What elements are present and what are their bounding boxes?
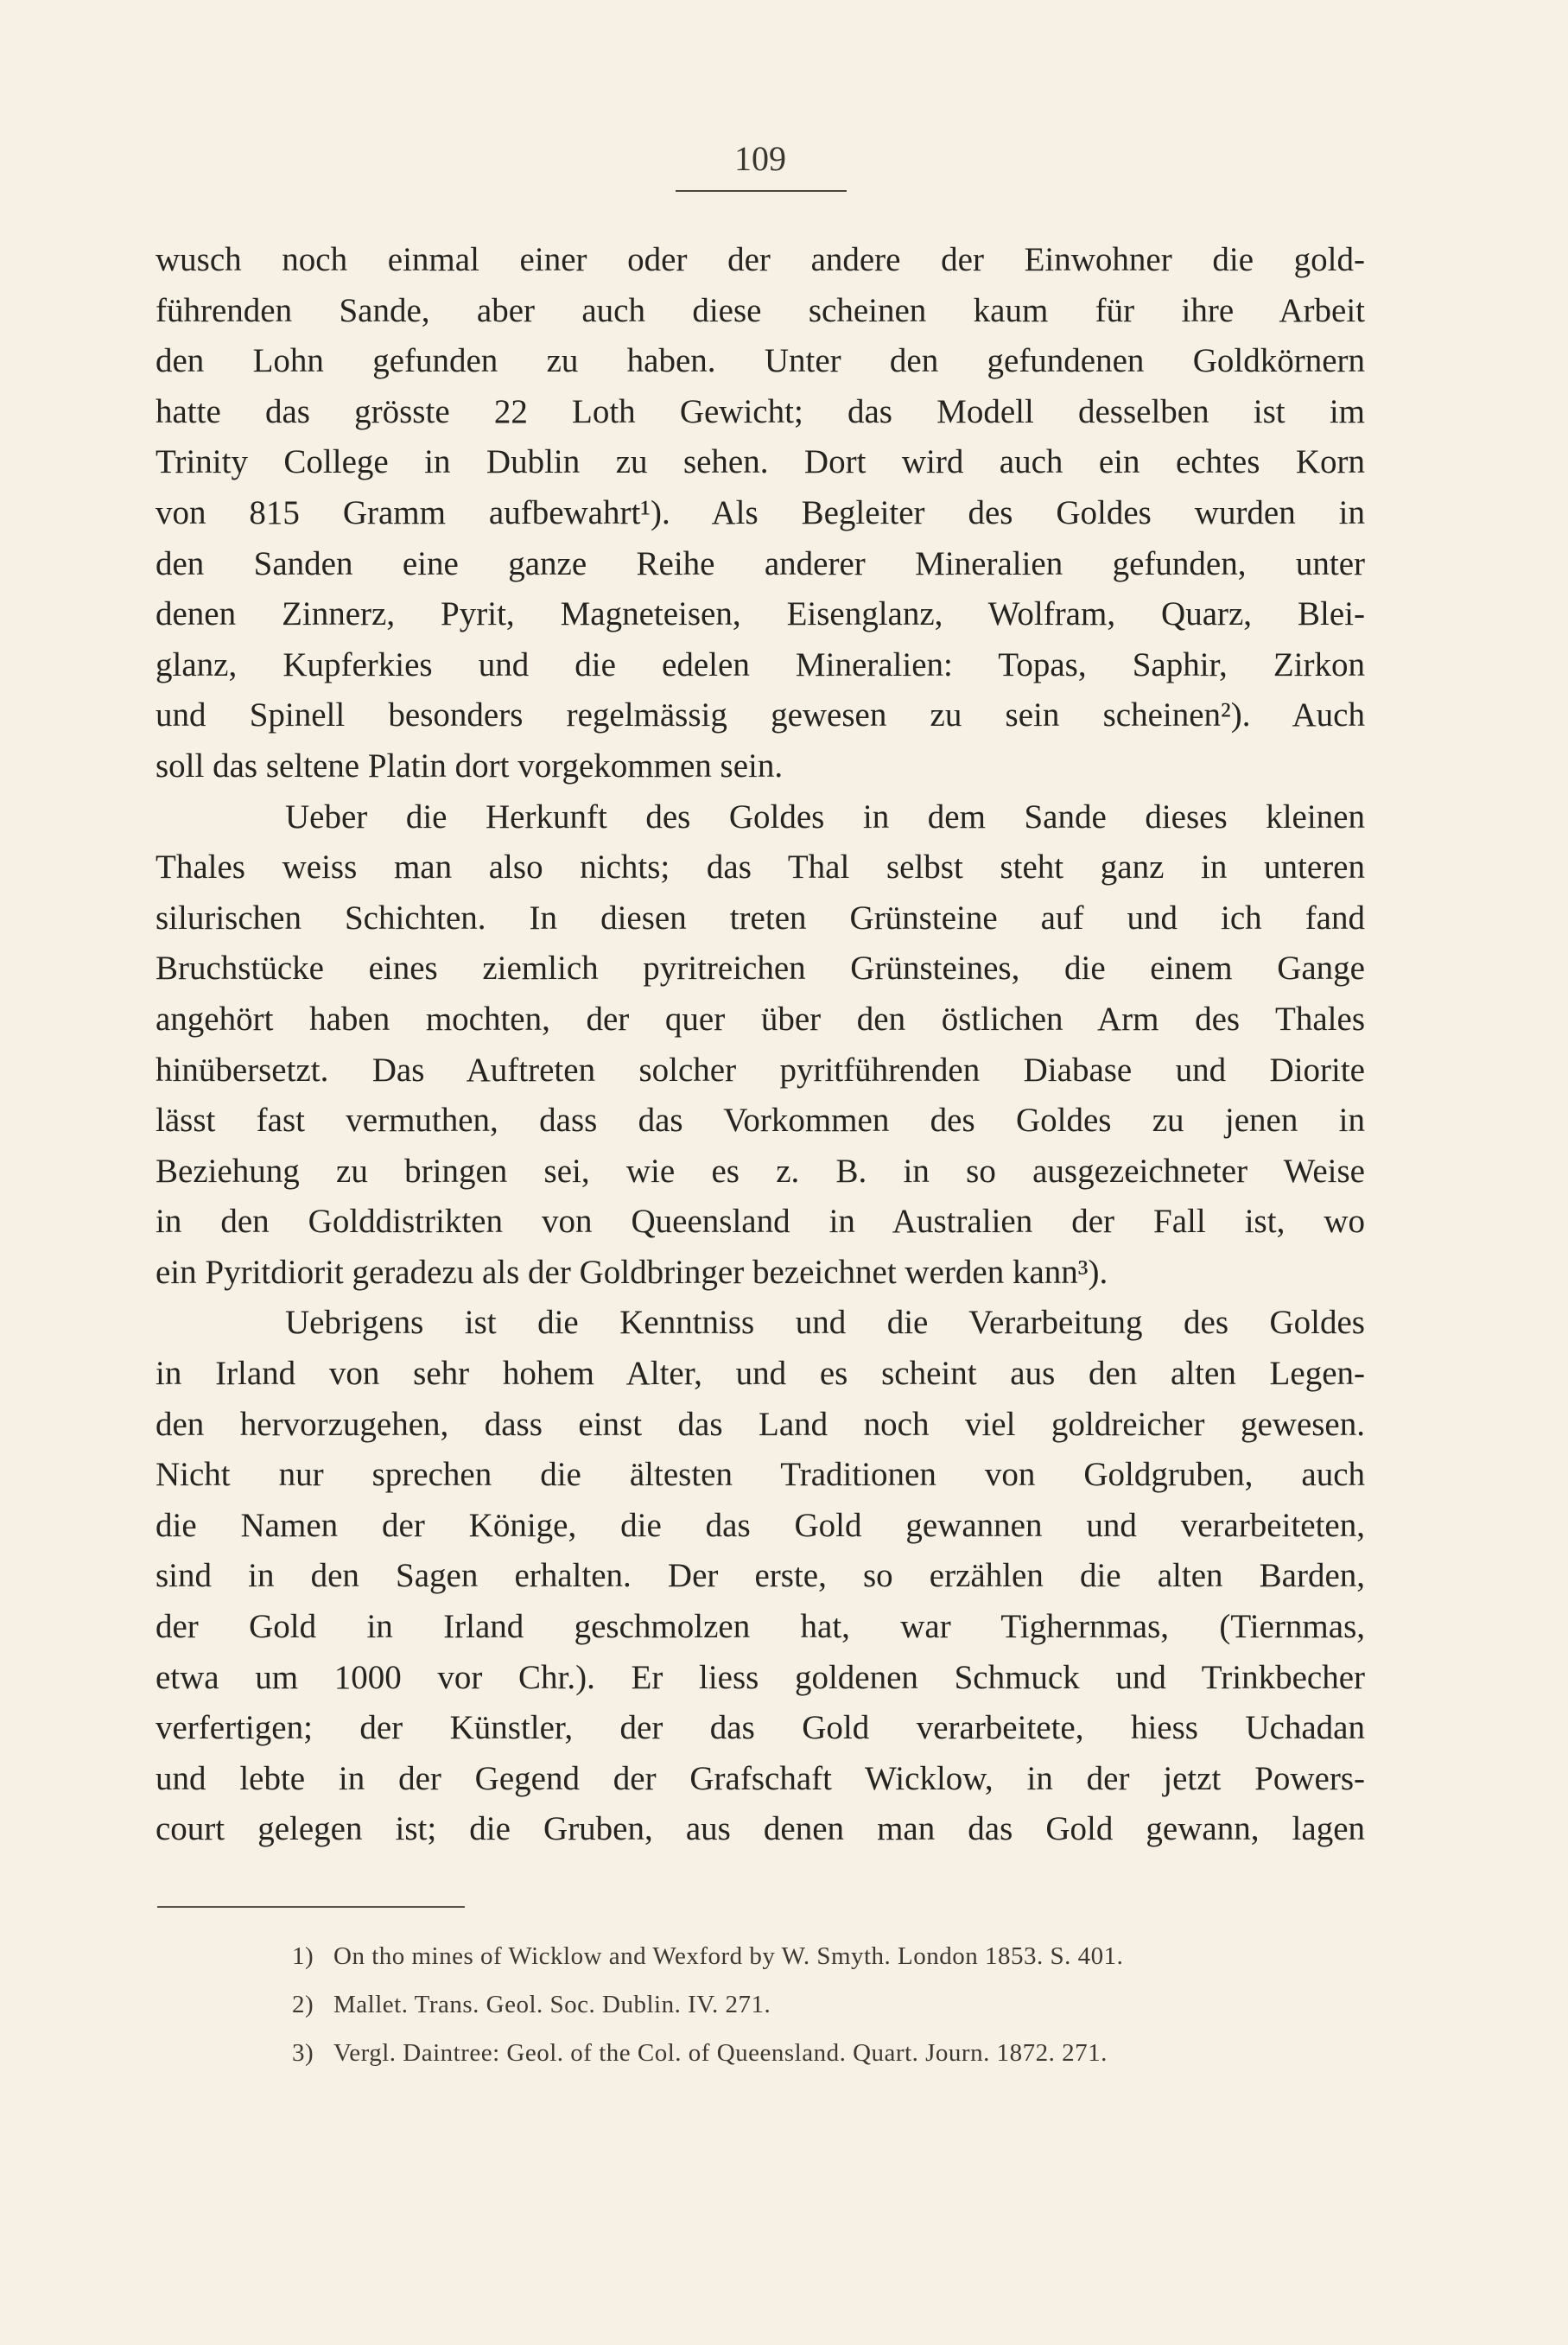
text-line: führenden Sande, aber auch diese scheinen kaum für ihre Arbeit	[156, 291, 1365, 329]
text-line: Uebrigens ist die Kenntniss und die Verarbeitung des Goldes	[285, 1304, 1365, 1342]
text-line: den Lohn gefunden zu haben. Unter den gefundenen Goldkörnern	[156, 342, 1365, 380]
footnote-text: On tho mines of Wicklow and Wexford by W. Smyth. London 1853. S. 401.	[333, 1942, 1124, 1970]
text-line: hinübersetzt. Das Auftreten solcher pyritführenden Diabase und Diorite	[156, 1051, 1365, 1089]
footnote	[292, 2029, 1372, 2077]
body-text	[156, 235, 1365, 1855]
text-line: und lebte in der Gegend der Grafschaft Wicklow, in der jetzt Powers-	[156, 1759, 1365, 1797]
text-line: den Sanden eine ganze Reihe anderer Mineralien gefunden, unter	[156, 544, 1365, 582]
text-line: von 815 Gramm aufbewahrt¹). Als Begleiter des Goldes wurden in	[156, 493, 1365, 531]
text-line: glanz, Kupferkies und die edelen Mineralien: Topas, Saphir, Zirkon	[156, 645, 1365, 683]
footnote-rule	[157, 1906, 465, 1908]
text-line: den hervorzugehen, dass einst das Land noch viel goldreicher gewesen.	[156, 1405, 1365, 1443]
text-line: Bruchstücke eines ziemlich pyritreichen Grünsteines, die einem Gange	[156, 950, 1365, 988]
text-line: Nicht nur sprechen die ältesten Traditionen von Goldgruben, auch	[156, 1456, 1365, 1494]
text-line: hatte das grösste 22 Loth Gewicht; das Modell desselben ist im	[156, 392, 1365, 430]
text-line: Ueber die Herkunft des Goldes in dem Sande dieses kleinen	[285, 798, 1365, 836]
page-number-rule	[676, 190, 847, 192]
text-line: denen Zinnerz, Pyrit, Magneteisen, Eisenglanz, Wolfram, Quarz, Blei-	[156, 595, 1365, 633]
text-line: Thales weiss man also nichts; das Thal selbst steht ganz in unteren	[156, 848, 1365, 887]
text-line: silurischen Schichten. In diesen treten Grünsteine auf und ich fand	[156, 899, 1365, 937]
text-line: sind in den Sagen erhalten. Der erste, so erzählen die alten Barden,	[156, 1557, 1365, 1595]
footnote-text: Mallet. Trans. Geol. Soc. Dublin. IV. 271.	[333, 1991, 771, 2018]
text-line: soll das seltene Platin dort vorgekommen sein.	[156, 747, 784, 785]
footnote-number: 1)	[292, 1942, 314, 1970]
text-line: etwa um 1000 vor Chr.). Er liess goldenen Schmuck und Trinkbecher	[156, 1658, 1365, 1696]
text-line: angehört haben mochten, der quer über den östlichen Arm des Thales	[156, 1000, 1365, 1038]
footnote	[292, 1980, 1372, 2029]
text-line: die Namen der Könige, die das Gold gewannen und verarbeiteten,	[156, 1506, 1365, 1544]
footnote-number: 2)	[292, 1991, 314, 2018]
footnote-text: Vergl. Daintree: Geol. of the Col. of Queensland. Quart. Journ. 1872. 271.	[333, 2039, 1108, 2067]
text-line: in den Golddistrikten von Queensland in Australien der Fall ist, wo	[156, 1203, 1365, 1241]
text-line: ein Pyritdiorit geradezu als der Goldbringer bezeichnet werden kann³).	[156, 1253, 1108, 1291]
text-line: verfertigen; der Künstler, der das Gold verarbeitete, hiess Uchadan	[156, 1709, 1365, 1747]
footnote	[292, 1932, 1372, 1980]
text-line: in Irland von sehr hohem Alter, und es scheint aus den alten Legen-	[156, 1355, 1365, 1393]
footnotes	[292, 1932, 1372, 2077]
text-line: Beziehung zu bringen sei, wie es z. B. in so ausgezeichneter Weise	[156, 1152, 1365, 1190]
text-line: wusch noch einmal einer oder der andere der Einwohner die gold-	[156, 241, 1365, 278]
text-line: lässt fast vermuthen, dass das Vorkommen des Goldes zu jenen in	[156, 1102, 1365, 1140]
page-number: 109	[734, 139, 786, 178]
text-line: court gelegen ist; die Gruben, aus denen man das Gold gewann, lagen	[156, 1810, 1365, 1848]
text-line: und Spinell besonders regelmässig gewesen zu sein scheinen²). Auch	[156, 696, 1365, 734]
footnote-number: 3)	[292, 2039, 314, 2067]
text-line: Trinity College in Dublin zu sehen. Dort wird auch ein echtes Korn	[156, 443, 1365, 481]
text-line: der Gold in Irland geschmolzen hat, war Tighernmas, (Tiernmas,	[156, 1608, 1365, 1646]
